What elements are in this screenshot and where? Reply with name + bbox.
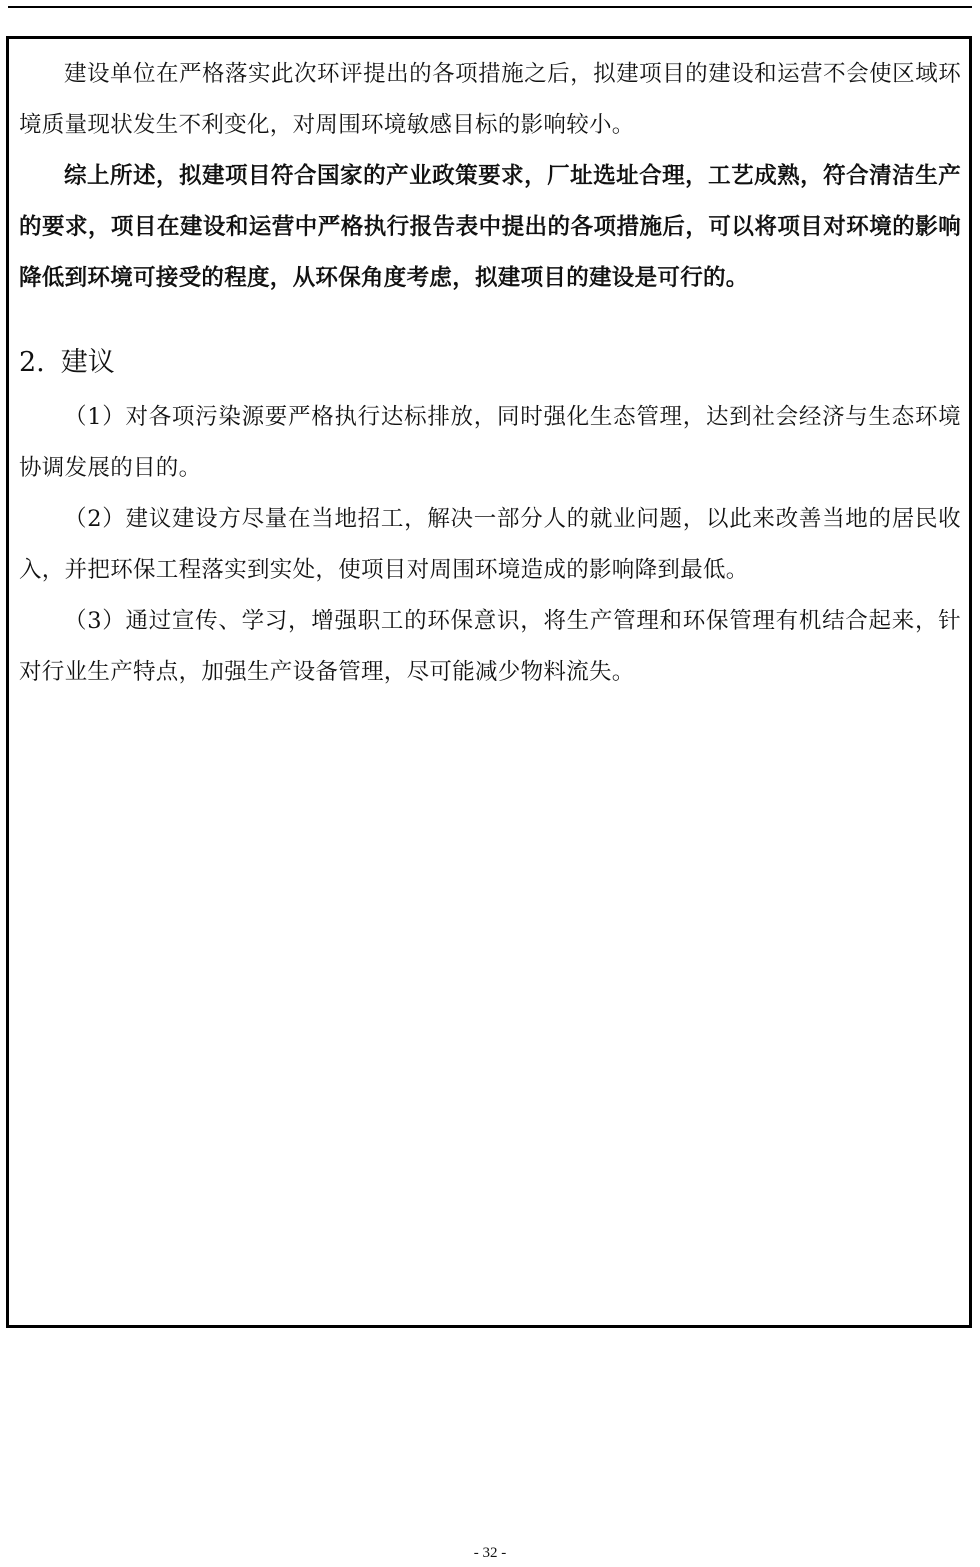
content-body bbox=[19, 49, 961, 698]
suggestions-heading bbox=[19, 334, 961, 392]
conclusion-paragraph-2: 综上所述，拟建项目符合国家的产业政策要求，厂址选址合理，工艺成熟，符合清洁生产的要求，项目在建设和运营中严格执行报告表中提出的各项措施后，可以将项目对环境的影响降低到环境可接受的程度，从环保角度考虑，拟建项目的建设是可行的。 bbox=[19, 163, 961, 291]
conclusion-paragraph-1: 建设单位在严格落实此次环评提出的各项措施之后，拟建项目的建设和运营不会使区域环境质量现状发生不利变化，对周围环境敏感目标的影响较小。 bbox=[19, 61, 961, 138]
content-frame bbox=[6, 36, 972, 1328]
suggestions-heading-text: 建议 bbox=[60, 347, 115, 378]
suggestion-item-2: （2）建议建设方尽量在当地招工，解决一部分人的就业问题，以此来改善当地的居民收入，并把环保工程落实到实处，使项目对周围环境造成的影响降到最低。 bbox=[19, 506, 961, 583]
suggestion-item-1: （1）对各项污染源要严格执行达标排放，同时强化生态管理，达到社会经济与生态环境协调发展的目的。 bbox=[19, 404, 961, 481]
suggestion-item-3: （3）通过宣传、学习，增强职工的环保意识，将生产管理和环保管理有机结合起来，针对行业生产特点，加强生产设备管理，尽可能减少物料流失。 bbox=[19, 608, 961, 685]
top-rule bbox=[8, 6, 972, 8]
page-number: - 32 - bbox=[473, 1545, 507, 1561]
suggestions-heading-number: 2. bbox=[19, 347, 45, 378]
